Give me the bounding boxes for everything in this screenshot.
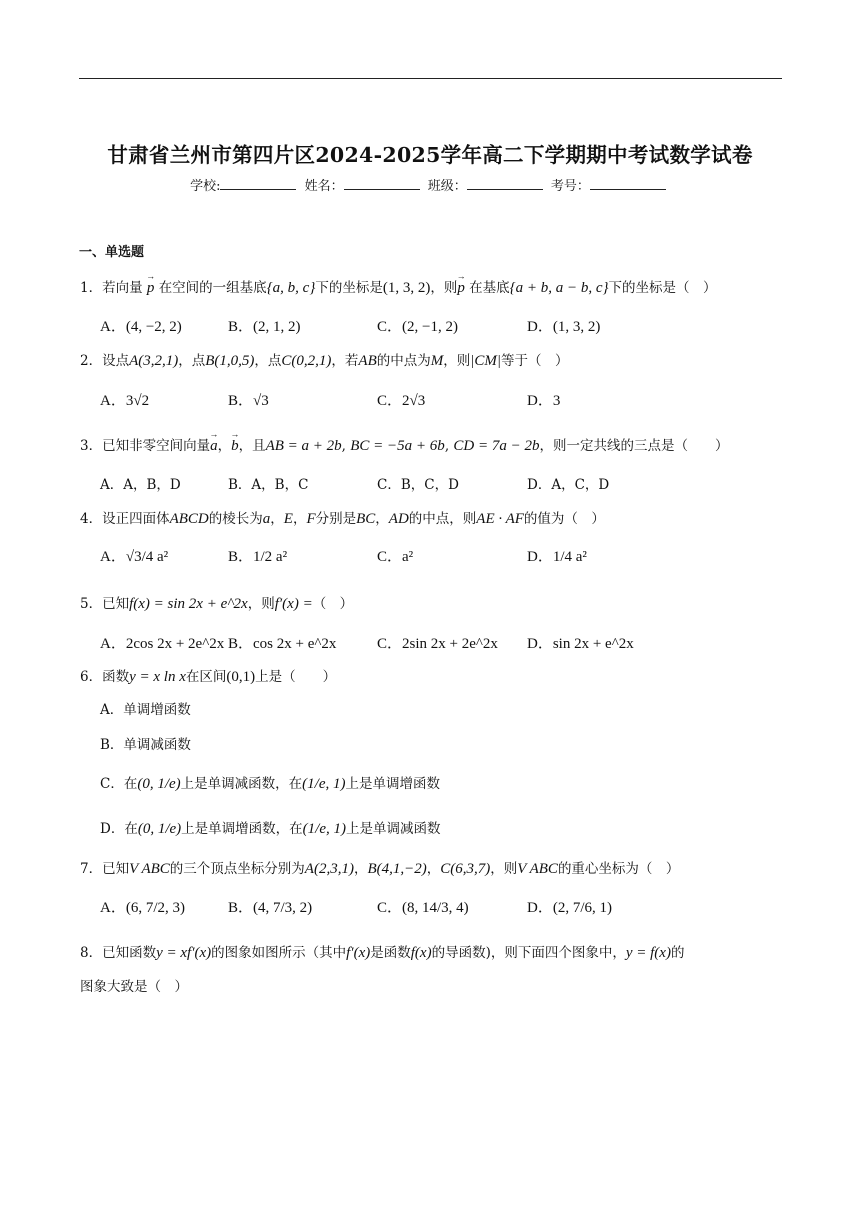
question-text: 在基底: [469, 280, 510, 296]
question-6: [80, 665, 336, 686]
question-text: ，: [217, 438, 232, 454]
math-point: B(1,0,5): [205, 353, 255, 369]
option-c[interactable]: C．B，C，D: [377, 477, 459, 493]
math-coordinate: (1, 3, 2): [382, 280, 431, 296]
question-text: 若向量: [102, 280, 143, 296]
question-text: 的导函数)，则下面四个图象中，: [431, 945, 626, 961]
class-label: 班级：: [427, 179, 467, 194]
math-interval: (1/e, 1): [302, 821, 346, 837]
option-a[interactable]: A．3√2: [100, 393, 150, 409]
question-text: 的三个顶点坐标分别为: [169, 861, 305, 877]
option-b[interactable]: B．√3: [228, 393, 269, 409]
question-7: 7．已知V ABC的三个顶点坐标分别为A(2,3,1)，B(4,1,−2)，C(6,3,7)，则V ABC的重心坐标为（ ）: [80, 861, 680, 877]
option-text: C．在: [100, 776, 138, 792]
option-a[interactable]: A．A，B，D: [100, 477, 181, 493]
question-text: ，则一定共线的三点是（ ）: [539, 438, 729, 454]
name-blank[interactable]: [344, 177, 420, 190]
option-d[interactable]: [100, 817, 440, 838]
number-label: 考号：: [550, 179, 590, 194]
option-a[interactable]: A．2cos 2x + 2e^2x: [100, 636, 225, 652]
question-number: 8．: [80, 945, 103, 961]
question-text: 的中点，则: [408, 511, 477, 527]
question-text: ，点: [254, 353, 282, 369]
student-info: [0, 175, 860, 194]
school-blank[interactable]: [220, 177, 296, 190]
question-text: ，: [270, 511, 284, 527]
question-number: 3．: [80, 438, 103, 454]
question-text: 已知非零空间向量: [102, 438, 211, 454]
math-function: y = f(x): [625, 945, 671, 961]
question-text: 分别是: [315, 511, 357, 527]
question-text: ，则: [430, 280, 458, 296]
question-3: 3．已知非零空间向量→ a，→ b，且AB = a + 2b, BC = −5a + 6b, CD = 7a − 2b，则一定共线的三点是（ ）: [80, 434, 729, 455]
math-point: A(2,3,1): [304, 861, 354, 877]
class-blank[interactable]: [467, 177, 543, 190]
math-equation: CD = 7a − 2b: [453, 438, 540, 454]
math-function: f(x): [410, 945, 432, 961]
math-interval: (0, 1/e): [137, 776, 181, 792]
option-c[interactable]: C．(8, 14/3, 4): [377, 900, 469, 916]
option-d[interactable]: D．A，C，D: [527, 477, 610, 493]
question-8: [80, 941, 684, 962]
option-c[interactable]: C．a²: [377, 549, 414, 565]
math-label: ABCD: [169, 511, 209, 527]
question-text: ，若: [331, 353, 359, 369]
option-b[interactable]: B．A，B，C: [228, 477, 309, 493]
question-text: （ ）: [312, 596, 354, 612]
question-text: 已知: [102, 861, 130, 877]
question-text: 设正四面体: [102, 511, 170, 527]
section-heading: 一、单选题: [79, 245, 145, 260]
math-basis: {a, b, c}: [266, 280, 316, 296]
option-a[interactable]: A．单调增函数: [100, 702, 191, 718]
header-rule: [79, 78, 782, 79]
option-c[interactable]: C．(2, −1, 2): [377, 319, 458, 335]
question-text: ，且: [238, 438, 266, 454]
question-number: 1．: [80, 280, 103, 296]
math-label: a: [262, 511, 271, 527]
option-c[interactable]: C．2sin 2x + 2e^2x: [377, 636, 498, 652]
option-b[interactable]: B．1/2 a²: [228, 549, 288, 565]
question-text: 的棱长为: [208, 511, 263, 527]
math-triangle: V ABC: [129, 861, 170, 877]
question-text: 函数: [102, 669, 130, 685]
math-equation: AB = a + 2b: [265, 438, 342, 454]
question-text: 已知: [102, 596, 130, 612]
option-b[interactable]: B．单调减函数: [100, 737, 191, 753]
math-label: BC: [356, 511, 376, 527]
question-text: 的: [670, 945, 685, 961]
question-text: 设点: [102, 353, 130, 369]
question-text: ，: [292, 511, 307, 527]
page-title: 甘肃省兰州市第四片区2024-2025学年高二下学期期中考试数学试卷: [107, 143, 753, 167]
question-text: 等于（ ）: [500, 353, 569, 369]
math-derivative: f′(x) =: [274, 596, 313, 612]
option-text: 上是单调减函数，在: [180, 776, 303, 792]
school-label: 学校:: [190, 179, 221, 194]
question-text: 的图象如图所示（其中: [211, 945, 347, 961]
question-text: 下的坐标是: [315, 280, 383, 296]
math-basis: {a + b, a − b, c}: [509, 280, 609, 296]
option-text: 上是单调减函数: [345, 821, 441, 837]
question-text: 已知函数: [102, 945, 157, 961]
math-triangle: V ABC: [517, 861, 558, 877]
math-equation: BC = −5a + 6b: [350, 438, 445, 454]
question-2: [80, 349, 568, 370]
math-label: E: [283, 511, 293, 527]
math-vector-p: → p: [457, 280, 465, 297]
math-length: |CM|: [470, 353, 501, 369]
question-text: 上是（ ）: [255, 669, 337, 685]
question-number: 4．: [80, 511, 103, 527]
question-text: ，则: [490, 861, 518, 877]
question-number: 5．: [80, 596, 103, 612]
question-8-line-2: 图象大致是（ ）: [80, 979, 188, 995]
math-point: C(0,2,1): [281, 353, 332, 369]
option-d[interactable]: D．1/4 a²: [527, 549, 587, 565]
question-text: ，则: [247, 596, 275, 612]
question-text: ，点: [178, 353, 206, 369]
question-4: [80, 507, 605, 528]
math-derivative: f′(x): [346, 945, 371, 961]
question-text: 的中点为: [376, 353, 431, 369]
option-b[interactable]: B．(4, 7/3, 2): [228, 900, 313, 916]
math-function: f(x) = sin 2x + e^2x: [129, 596, 248, 612]
question-number: 7．: [80, 861, 103, 877]
option-a[interactable]: A．(6, 7/2, 3): [100, 900, 185, 916]
question-1: [80, 276, 717, 297]
option-text: D．在: [100, 821, 138, 837]
math-interval: (0,1): [226, 669, 256, 685]
option-a[interactable]: A．√3/4 a²: [100, 549, 169, 565]
option-a[interactable]: A．(4, −2, 2): [100, 319, 182, 335]
option-b[interactable]: B．(2, 1, 2): [228, 319, 301, 335]
math-point: C(6,3,7): [440, 861, 491, 877]
option-d[interactable]: D．(1, 3, 2): [527, 319, 601, 335]
option-c[interactable]: [100, 772, 440, 793]
question-number: 2．: [80, 353, 103, 369]
question-5: [80, 592, 353, 613]
math-function: y = xf′(x): [156, 945, 212, 961]
option-text: 上是单调增函数: [345, 776, 440, 792]
math-label: AD: [388, 511, 409, 527]
option-b[interactable]: B．cos 2x + e^2x: [228, 636, 337, 652]
question-text: 是函数: [370, 945, 411, 961]
question-text: 在区间: [185, 669, 227, 685]
math-segment: AB: [358, 353, 377, 369]
math-point: M: [430, 353, 444, 369]
question-text: ，: [375, 511, 389, 527]
question-text: 的重心坐标为（ ）: [557, 861, 680, 877]
question-number: 6．: [80, 669, 103, 685]
option-d[interactable]: D．3: [527, 393, 561, 409]
math-point: B(4,1,−2): [367, 861, 427, 877]
question-text: 下的坐标是（ ）: [608, 280, 717, 296]
math-vector-a: → a: [210, 438, 218, 455]
math-dot-product: AE · AF: [476, 511, 524, 527]
option-d[interactable]: D．sin 2x + e^2x: [527, 636, 634, 652]
math-vector-p: → p: [147, 280, 155, 297]
question-text: ，则: [443, 353, 471, 369]
question-text: 在空间的一组基底: [158, 280, 267, 296]
math-point: A(3,2,1): [129, 353, 179, 369]
number-blank[interactable]: [590, 177, 666, 190]
math-vector-b: → b: [231, 438, 239, 455]
question-text: 的值为（ ）: [523, 511, 605, 527]
option-text: 上是单调增函数，在: [181, 821, 303, 837]
option-d[interactable]: D．(2, 7/6, 1): [527, 900, 612, 916]
math-label: F: [306, 511, 316, 527]
math-interval: (0, 1/e): [137, 821, 182, 837]
name-label: 姓名：: [304, 179, 344, 194]
option-c[interactable]: C．2√3: [377, 393, 426, 409]
math-function: y = x ln x: [129, 669, 186, 685]
math-interval: (1/e, 1): [302, 776, 346, 792]
